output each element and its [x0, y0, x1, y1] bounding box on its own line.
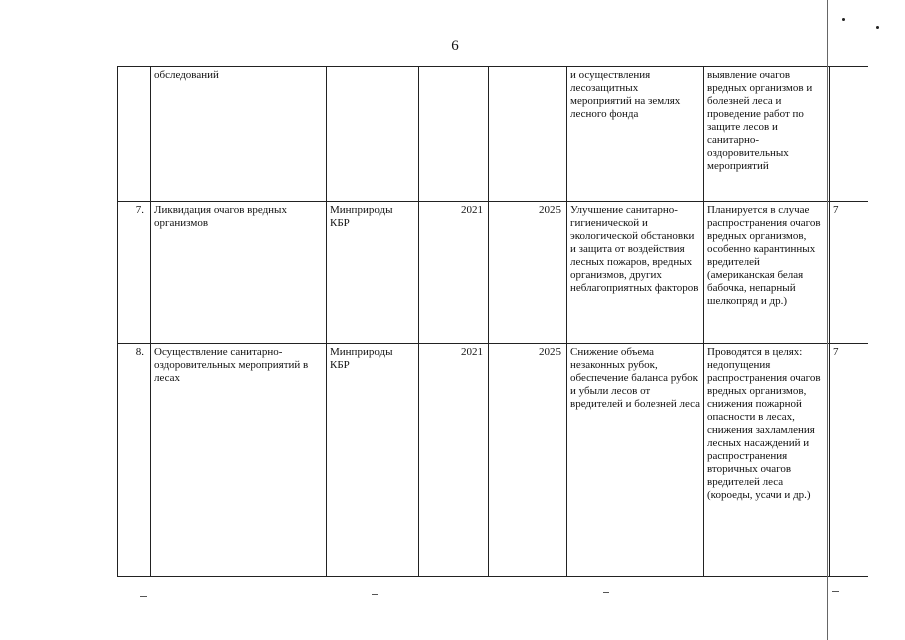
extra-cell	[830, 67, 868, 202]
expected-result-cell: и осуществления лесозащитных мероприятий на землях лесного фонда	[567, 67, 704, 202]
note-cell: Проводятся в целях: недопущения распространения очагов вредных организмов, снижения пожарной опасности в лесах, снижения захламления лесных насаждений и распространения вторичных очагов вредителей леса (короеды, усачи и др.)	[704, 344, 830, 577]
executor-cell: Минприроды КБР	[327, 202, 419, 344]
table-row	[118, 67, 868, 202]
start-year-cell	[419, 67, 489, 202]
executor-cell	[327, 67, 419, 202]
expected-result-cell: Улучшение санитарно-гигиенической и экологической обстановки и защита от воздействия лесных пожаров, вредных организмов, других неблагоприятных факторов	[567, 202, 704, 344]
measure-name-cell: обследований	[151, 67, 327, 202]
expected-result-cell: Снижение объема незаконных рубок, обеспечение баланса рубок и убыли лесов от вредителей и болезней леса	[567, 344, 704, 577]
scan-dash	[372, 594, 378, 595]
start-year-cell: 2021	[419, 202, 489, 344]
page-number: 6	[451, 38, 459, 54]
scan-speck	[842, 18, 845, 21]
row-number-cell: 8.	[118, 344, 151, 577]
scan-dash	[832, 591, 839, 592]
executor-cell: Минприроды КБР	[327, 344, 419, 577]
scan-dash	[603, 592, 609, 593]
row-number-cell: 7.	[118, 202, 151, 344]
extra-cell: 7	[830, 202, 868, 344]
scan-dash	[140, 596, 147, 597]
table-row	[118, 344, 868, 577]
scan-speck	[876, 26, 879, 29]
measure-name-cell: Ликвидация очагов вредных организмов	[151, 202, 327, 344]
measure-name-cell: Осуществление санитарно-оздоровительных мероприятий в лесах	[151, 344, 327, 577]
end-year-cell: 2025	[489, 202, 567, 344]
extra-cell: 7	[830, 344, 868, 577]
end-year-cell	[489, 67, 567, 202]
row-number-cell	[118, 67, 151, 202]
scan-margin-line	[827, 0, 828, 640]
measures-table	[117, 66, 868, 577]
table-row	[118, 202, 868, 344]
note-cell: выявление очагов вредных организмов и болезней леса и проведение работ по защите лесов и санитарно-оздоровительных мероприятий	[704, 67, 830, 202]
note-cell: Планируется в случае распространения очагов вредных организмов, особенно карантинных вредителей (американская белая бабочка, непарный шелкопряд и др.)	[704, 202, 830, 344]
end-year-cell: 2025	[489, 344, 567, 577]
start-year-cell: 2021	[419, 344, 489, 577]
